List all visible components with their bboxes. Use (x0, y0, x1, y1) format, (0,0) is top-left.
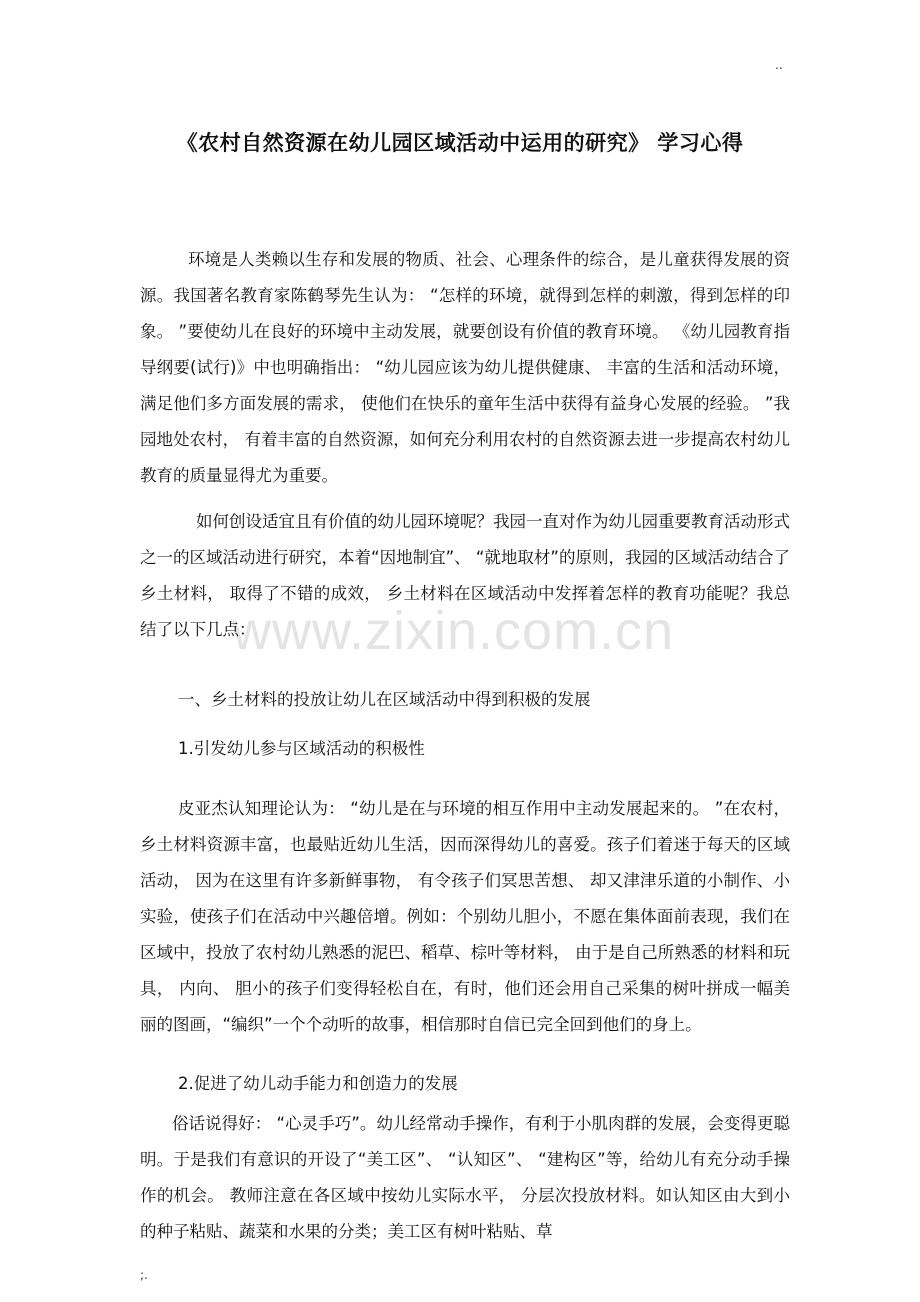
paragraph-question: 如何创设适宜且有价值的幼儿园环境呢？我园一直对作为幼儿园重要教育活动形式之一的区域活动进行研究，本着“因地制宜”、 “就地取材”的原则，我园的区域活动结合了乡土材料， 取得了不错的成效， 乡土材料在区域活动中发挥着怎样的教育功能呢？我总结了以下几点： (140, 512, 790, 639)
section-heading-1: 一、乡土材料的投放让幼儿在区域活动中得到积极的发展 (178, 690, 591, 709)
paragraph-intro: 环境是人类赖以生存和发展的物质、社会、心理条件的综合，是儿童获得发展的资源。我国著名教育家陈鹤琴先生认为： “怎样的环境，就得到怎样的刺激，得到怎样的印象。 ”要使幼儿在良好的环境中主动发展，就要创设有价值的教育环境。 《幼儿园教育指导纲要(试行)》中也明确指出： “幼儿园应该为幼儿提供健康、 丰富的生活和活动环境， 满足他们多方面发展的需求， 使他们在快乐的童年生活中获得有益身心发展的经验。 ”我园地处农村， 有着丰富的自然资源，如何充分利用农村的自然资源去进一步提高农村幼儿教育的质量显得尤为重要。 (140, 250, 790, 485)
document-title: 《农村自然资源在幼儿园区域活动中运用的研究》 学习心得 (176, 131, 744, 156)
subsection-heading-1: 1.引发幼儿参与区域活动的积极性 (178, 739, 425, 758)
paragraph-piaget: 皮亚杰认知理论认为： “幼儿是在与环境的相互作用中主动发展起来的。 ”在农村，乡土材料资源丰富，也最贴近幼儿生活，因而深得幼儿的喜爱。孩子们着迷于每天的区域活动， 因为在这里有许多新鲜事物， 有令孩子们冥思苦想、 却又津津乐道的小制作、小实验，使孩子们在活动中兴趣倍增。例如：个别幼儿胆小，不愿在集体面前表现，我们在区域中，投放了农村幼儿熟悉的泥巴、稻草、棕叶等材料， 由于是自己所熟悉的材料和玩具， 内向、 胆小的孩子们变得轻松自在，有时，他们还会用自己采集的树叶拼成一幅美丽的图画，“编织”一个个动听的故事，相信那时自信已完全回到他们的身上。 (140, 799, 790, 1034)
header-mark: .. (775, 58, 783, 72)
subsection-heading-2: 2.促进了幼儿动手能力和创造力的发展 (178, 1074, 458, 1093)
watermark: www.zixin.com.cn (232, 601, 675, 661)
paragraph-handwork: 俗话说得好： “心灵手巧”。幼儿经常动手操作，有利于小肌肉群的发展，会变得更聪明。于是我们有意识的开设了“美工区”、 “认知区”、 “建构区”等，给幼儿有充分动手操作的机会。 教师注意在各区域中按幼儿实际水平， 分层次投放材料。如认知区由大到小的种子粘贴、蔬菜和水果的分类；美工区有树叶粘贴、草 (140, 1114, 790, 1241)
footer-mark: ;. (140, 1268, 148, 1282)
